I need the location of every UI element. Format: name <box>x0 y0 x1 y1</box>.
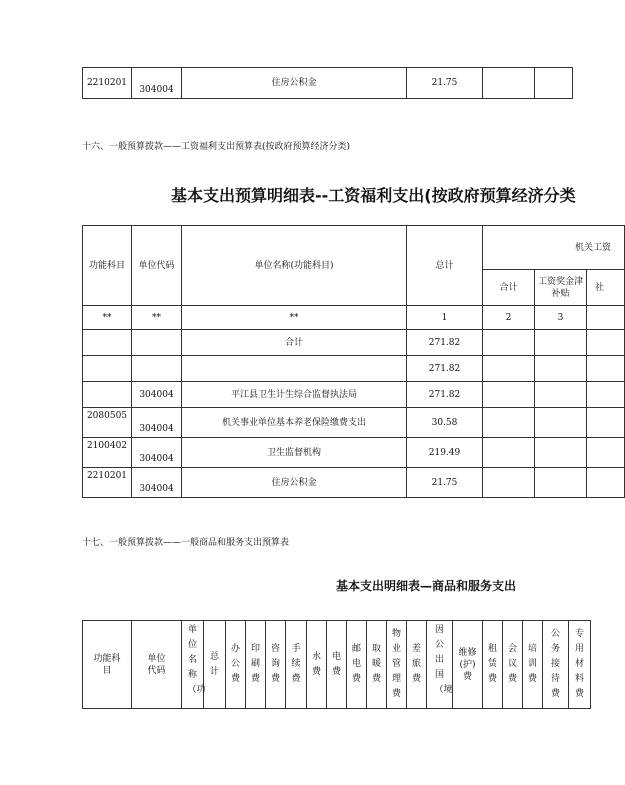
empty-cell <box>483 356 535 382</box>
unit-code-cell: 304004 <box>132 408 182 438</box>
section17-heading: 十七、一般预算拨款——一般商品和服务支出预算表 <box>82 538 290 548</box>
total-cell: 271.82 <box>407 356 483 382</box>
empty-cell <box>535 356 587 382</box>
empty-cell <box>587 468 625 498</box>
func-code-cell: 2210201 <box>83 468 132 498</box>
empty-cell <box>483 68 535 99</box>
header-material: 专用材料费 <box>569 621 591 709</box>
header-train: 培训费 <box>523 621 543 709</box>
header-group: 机关工资 <box>483 226 625 270</box>
header-total: 总计 <box>407 226 483 306</box>
header-sub-total: 合计 <box>483 270 535 306</box>
empty-cell <box>483 330 535 356</box>
header-water: 水费 <box>307 621 327 709</box>
header-total: 总计 <box>204 621 226 709</box>
empty-cell <box>535 68 573 99</box>
name-cell: 住房公积金 <box>182 68 407 99</box>
table-row <box>83 356 625 382</box>
total-cell: 30.58 <box>407 408 483 438</box>
empty-cell <box>587 356 625 382</box>
header-unit-code: 单位代码 <box>132 226 182 306</box>
section17-title: 基本支出明细表—商品和服务支出 <box>336 579 517 593</box>
header-abroad: 因公出国（境 <box>427 621 453 709</box>
func-code-cell: 2100402 <box>83 438 132 468</box>
index-cell: 3 <box>535 306 587 330</box>
header-print: 印刷费 <box>246 621 266 709</box>
total-cell: 271.82 <box>407 382 483 408</box>
goods-services-table <box>82 620 591 709</box>
section16-title: 基本支出预算明细表--工资福利支出(按政府预算经济分类 <box>171 186 576 205</box>
empty-cell <box>587 438 625 468</box>
section16-heading: 十六、一般预算拨款——工资福利支出预算表(按政府预算经济分类) <box>82 142 351 152</box>
func-code-cell <box>83 382 132 408</box>
empty-cell <box>483 408 535 438</box>
name-cell: 住房公积金 <box>182 468 407 498</box>
header-unit-code: 单位代码 <box>132 621 182 709</box>
top-remnant-table <box>82 67 573 99</box>
empty-cell <box>535 330 587 356</box>
total-cell: 21.75 <box>407 468 483 498</box>
func-code-cell: 2210201 <box>83 68 132 99</box>
func-code-cell <box>83 356 132 382</box>
header-travel: 差旅费 <box>407 621 427 709</box>
name-cell: 合计 <box>182 330 407 356</box>
header-meeting: 会议费 <box>503 621 523 709</box>
total-cell: 219.49 <box>407 438 483 468</box>
header-fee: 手续费 <box>286 621 307 709</box>
func-code-cell <box>83 330 132 356</box>
header-func: 功能科目 <box>83 226 132 306</box>
empty-cell <box>587 408 625 438</box>
empty-cell <box>483 438 535 468</box>
unit-code-cell: 304004 <box>132 438 182 468</box>
header-repair: 维修(护)费 <box>453 621 483 709</box>
header-property: 物业管理费 <box>387 621 407 709</box>
header-sub-wage: 工资奖金津补贴 <box>535 270 587 306</box>
header-office: 办公费 <box>226 621 246 709</box>
name-cell: 卫生监督机构 <box>182 438 407 468</box>
empty-cell <box>535 468 587 498</box>
table-row <box>83 468 625 498</box>
header-unit-name: 单位名称(功能科目) <box>182 226 407 306</box>
table-row <box>83 438 625 468</box>
empty-cell <box>483 468 535 498</box>
table-row <box>83 330 625 356</box>
total-cell: 271.82 <box>407 330 483 356</box>
name-cell <box>182 356 407 382</box>
name-cell: 机关事业单位基本养老保险缴费支出 <box>182 408 407 438</box>
unit-code-cell: 304004 <box>132 468 182 498</box>
table-row <box>83 382 625 408</box>
unit-code-cell: 304004 <box>132 68 182 99</box>
header-consult: 咨询费 <box>266 621 286 709</box>
header-heat: 取暖费 <box>367 621 387 709</box>
header-reception: 公务接待费 <box>543 621 569 709</box>
empty-cell <box>587 382 625 408</box>
header-power: 电费 <box>327 621 347 709</box>
empty-cell <box>535 438 587 468</box>
header-unit-name: 单位名称（功 <box>182 621 204 709</box>
index-cell <box>587 306 625 330</box>
unit-code-cell: 304004 <box>132 382 182 408</box>
total-cell: 21.75 <box>407 68 483 99</box>
name-cell: 平江县卫生计生综合监督执法局 <box>182 382 407 408</box>
empty-cell <box>535 408 587 438</box>
unit-code-cell <box>132 356 182 382</box>
unit-code-cell <box>132 330 182 356</box>
func-code-cell: 2080505 <box>83 408 132 438</box>
empty-cell <box>587 330 625 356</box>
header-post: 邮电费 <box>347 621 367 709</box>
index-cell: 2 <box>483 306 535 330</box>
salary-table <box>82 225 625 498</box>
index-cell: ** <box>132 306 182 330</box>
index-cell: ** <box>182 306 407 330</box>
header-func: 功能科目 <box>83 621 132 709</box>
empty-cell <box>535 382 587 408</box>
index-cell: 1 <box>407 306 483 330</box>
header-rent: 租赁费 <box>483 621 503 709</box>
table-row <box>83 408 625 438</box>
empty-cell <box>483 382 535 408</box>
index-cell: ** <box>83 306 132 330</box>
header-sub-social: 社 <box>587 270 625 306</box>
